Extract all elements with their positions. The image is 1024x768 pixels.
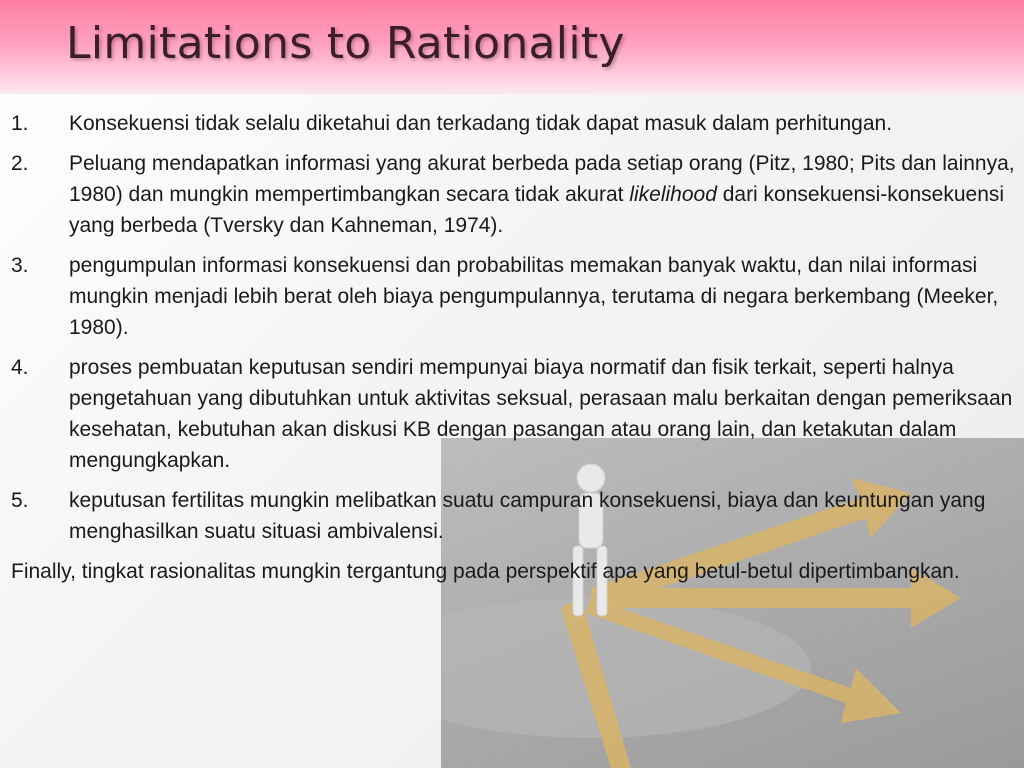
list-item-number: 4. xyxy=(11,356,29,379)
list-item-text xyxy=(69,148,1015,241)
list-item-text: keputusan fertilitas mungkin melibatkan suatu campuran konsekuensi, biaya dan keuntungan yang menghasilkan suatu situasi ambivalensi. xyxy=(69,489,986,543)
list-item-text: Konsekuensi tidak selalu diketahui dan terkadang tidak dapat masuk dalam perhitungan. xyxy=(69,112,893,135)
list-item xyxy=(0,250,1024,343)
list-item-text-part: Peluang mendapatkan informasi yang akurat berbeda pada setiap orang (Pitz, 1980; Pits dan lainnya, 1980) dan mungkin mempertimbangkan secara tidak akurat xyxy=(69,152,1015,206)
list-item xyxy=(0,352,1024,476)
list-item-number: 1. xyxy=(11,112,29,135)
list-item xyxy=(0,108,1024,139)
list-item-number: 2. xyxy=(11,152,29,175)
list-item-text: proses pembuatan keputusan sendiri mempunyai biaya normatif dan fisik terkait, seperti halnya pengetahuan yang dibutuhkan untuk aktivitas seksual, perasaan malu berkaitan dengan pemeriksaan kesehatan, kebutuhan akan diskusi KB dengan pasangan atau orang lain, dan ketakutan dalam mengungkapkan. xyxy=(69,356,1013,472)
list-item xyxy=(0,148,1024,241)
slide-title: Limitations to Rationality xyxy=(66,18,625,69)
list-item-number: 3. xyxy=(11,254,29,277)
list-item-emphasis: likelihood xyxy=(629,183,717,206)
list-item-text-part: dari konsekuensi-konsekuensi yang berbeda (Tversky dan Kahneman, 1974). xyxy=(69,183,1005,237)
final-paragraph: Finally, tingkat rasionalitas mungkin tergantung pada perspektif apa yang betul-betul dipertimbangkan. xyxy=(11,560,960,583)
list-item xyxy=(0,485,1024,547)
list-item-text: pengumpulan informasi konsekuensi dan probabilitas memakan banyak waktu, dan nilai informasi mungkin menjadi lebih berat oleh biaya pengumpulannya, terutama di negara berkembang (Meeker, 1980). xyxy=(69,254,999,339)
slide-content xyxy=(0,108,1024,596)
list-item-number: 5. xyxy=(11,489,29,512)
